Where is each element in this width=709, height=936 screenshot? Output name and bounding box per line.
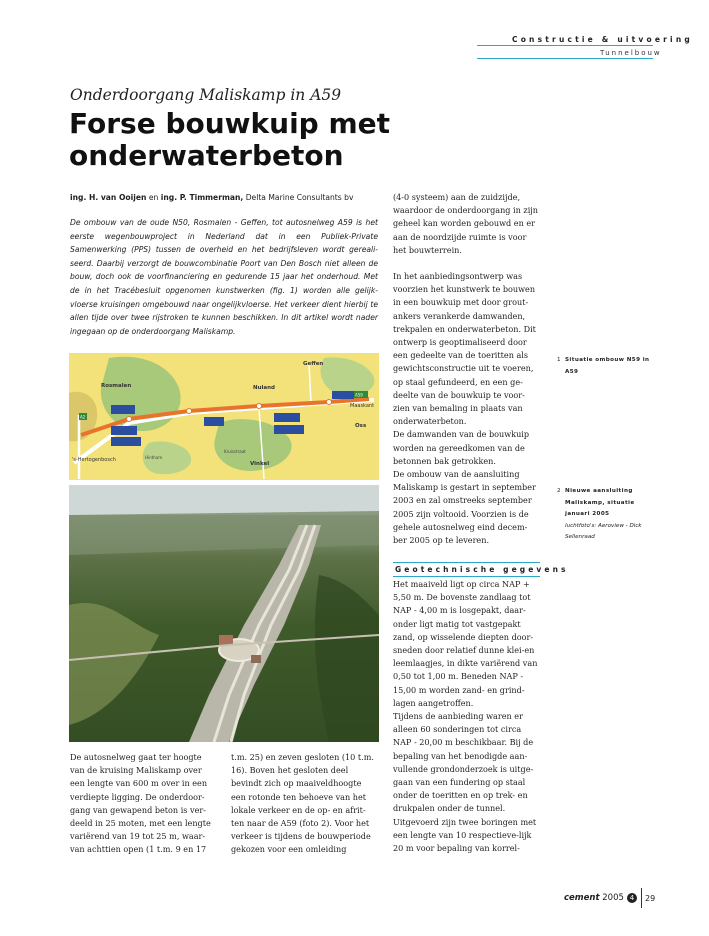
map-label: Hintham [145,455,163,460]
title-line-1: Forse bouwkuip met [69,107,391,140]
map-label: A2 [80,414,86,420]
article-title [69,108,409,172]
author-affiliation: Delta Marine Consultants bv [245,193,354,202]
caption-1-text: Situatie ombouw N59 in A59 [565,357,650,375]
road [309,363,311,403]
map-label: 's-Hertogenbosch [72,457,116,463]
body-column-1: De autosnelweg gaat ter hoogte van de kruising Maliskamp over een lengte van 600 m over in een verdiepte ligging. De onderdoor-gang van gewapend beton is ver-deeld in 25 moten, met een lengte variërend van 19 tot 25 m, waar-van achttien open (1 t.m. 9 en 17 [70,752,211,855]
page-number: 29 [645,894,656,903]
project-marker [111,426,137,435]
map-label: Geffen [303,361,324,367]
project-marker [204,417,224,426]
geo-heading: Geotechnische gegevens [395,565,569,574]
geo-section [393,578,540,855]
map-label: Vinkel [250,461,270,467]
project-marker [274,413,300,422]
footer-divider [641,888,642,908]
magazine-year: 2005 [602,893,624,903]
map-label: Nuland [253,385,275,391]
author-2: ing. P. Timmerman, [160,193,244,202]
issue-badge: 4 [627,893,637,903]
paragraph: In het aanbiedingsontwerp was voorzien het kunstwerk te bouwen in een bouwkuip met door grout-ankers verankerde damwanden, trekpalen en onderwaterbeton. Dit ontwerp is geoptimaliseerd door een gedeelte van de toeritten als gewichtsconstructie uit te voeren, op staal gefundeerd, en een ge-deelte van de bouwkuip te voor-zien van bemaling in plaats van onderwaterbeton. [393,271,536,427]
byline [70,193,353,202]
footer-magazine [564,893,624,903]
section-label: Constructie & uitvoering [512,35,693,44]
building [251,655,261,663]
caption-1 [557,355,657,378]
header-rule [477,45,653,46]
project-marker [274,425,304,434]
article-kicker: Onderdoorgang Maliskamp in A59 [70,86,342,104]
header-rule-lower [477,58,653,59]
project-marker [332,391,354,399]
paragraph: De damwanden van de bouwkuip worden na gereedkomen van de betonnen bak getrokken. [393,429,530,466]
article-intro: De ombouw van de oude N50, Rosmalen - Geffen, tot autosnelweg A59 is het eerste wegenbouwproject in Nederland dat in een Publiek-Private Samenwerking (PPS) tussen de overheid en het bedrijfsleven wordt gereali-seerd. Daarbij verzorgt de bouwcombinatie Poort van Den Bosch niet alleen de bouw, doch ook de voorfinanciering en gedurende 15 jaar het onderhoud. Met de in het Tracébesluit opgenomen kunstwerken (fig. 1) worden alle gelijk-vloerse kruisingen omgebouwd naar ongelijkvloerse. Het verkeer dient hierbij te allen tijde over twee rijstroken te kunnen beschikken. In dit artikel wordt nader ingegaan op de onderdoorgang Maliskamp. [70,218,378,336]
geo-rule-bottom [393,576,540,577]
right-column-upper [393,191,540,547]
sky-haze [69,485,379,515]
caption-2 [557,486,657,544]
aerial-photo [69,485,379,742]
paragraph: Het maaiveld ligt op circa NAP + 5,50 m. De bovenste zandlaag tot NAP - 4,00 m is losgepakt, daar-onder ligt matig tot vastgepakt zand, op wisselende diepten door-sneden door relatief dunne klei-en leemlaagjes, in dikte variërend van 0,50 tot 1,00 m. Beneden NAP - 15,00 m worden zand- en grind-lagen aangetroffen. [393,579,538,708]
title-line-2: onderwaterbeton [69,139,344,172]
author-1: ing. H. van Ooijen [70,193,147,202]
body-column-2: t.m. 25) en zeven gesloten (10 t.m. 16). Boven het gesloten deel bevindt zich op maaiveldhoogte een rotonde ten behoeve van het lokale verkeer en de op- en afrit-ten naar de A59 (foto 2). Voor het verkeer is tijdens de bouwperiode gekozen voor een omleiding [231,752,374,855]
paragraph: Tijdens de aanbieding waren er alleen 60 sonderingen tot circa NAP - 20,00 m beschikbaar. Bij de bepaling van het benodigde aan-vullende grondonderzoek is uitge-gaan van een fundering op staal onder de toeritten en op trek- en drukpalen onder de tunnel. Uitgevoerd zijn twee boringen met een lengte van 10 respectieve-lijk 20 m voor bepaling van korrel- [393,711,537,854]
map-label: Rosmalen [101,383,132,389]
map-label: Oss [355,423,367,429]
field [69,603,159,725]
junction [257,404,262,409]
caption-2-number: 2 [557,488,561,494]
route-map-svg [69,353,379,480]
project-marker [111,405,135,414]
paragraph: (4-0 systeem) aan de zuidzijde, waardoor de onderdoorgang in zijn geheel kan worden gebouwd en er aan de noordzijde ruimte is voor het bouwterrein. [393,192,539,255]
route-map [69,353,379,480]
map-label: Kruisstraat [224,449,246,454]
forest [315,575,379,742]
caption-2-credit: luchtfoto's: Aeroview - Dick Sellenraad [565,522,642,541]
byline-and: en [148,193,159,202]
horizon-field [69,511,379,555]
junction [187,409,192,414]
building [219,635,233,645]
project-marker [111,437,141,446]
caption-1-number: 1 [557,357,561,363]
subsection-label: Tunnelbouw [600,49,662,57]
junction [127,417,132,422]
aerial-photo-svg [69,485,379,742]
junction [327,400,332,405]
geo-rule-top [393,562,540,563]
paragraph: De ombouw van de aansluiting Maliskamp is gestart in september 2003 en zal omstreeks september 2005 zijn voltooid. Voorzien is de gehele autosnelweg eind decem-ber 2005 op te leveren. [393,469,536,546]
green-area [320,357,374,395]
magazine-name: cement [564,893,600,903]
map-label: A59 [355,392,363,398]
caption-2-text: Nieuwe aansluiting Maliskamp, situatie januari 2005 [565,488,635,518]
map-label: Maaskant [350,403,375,409]
